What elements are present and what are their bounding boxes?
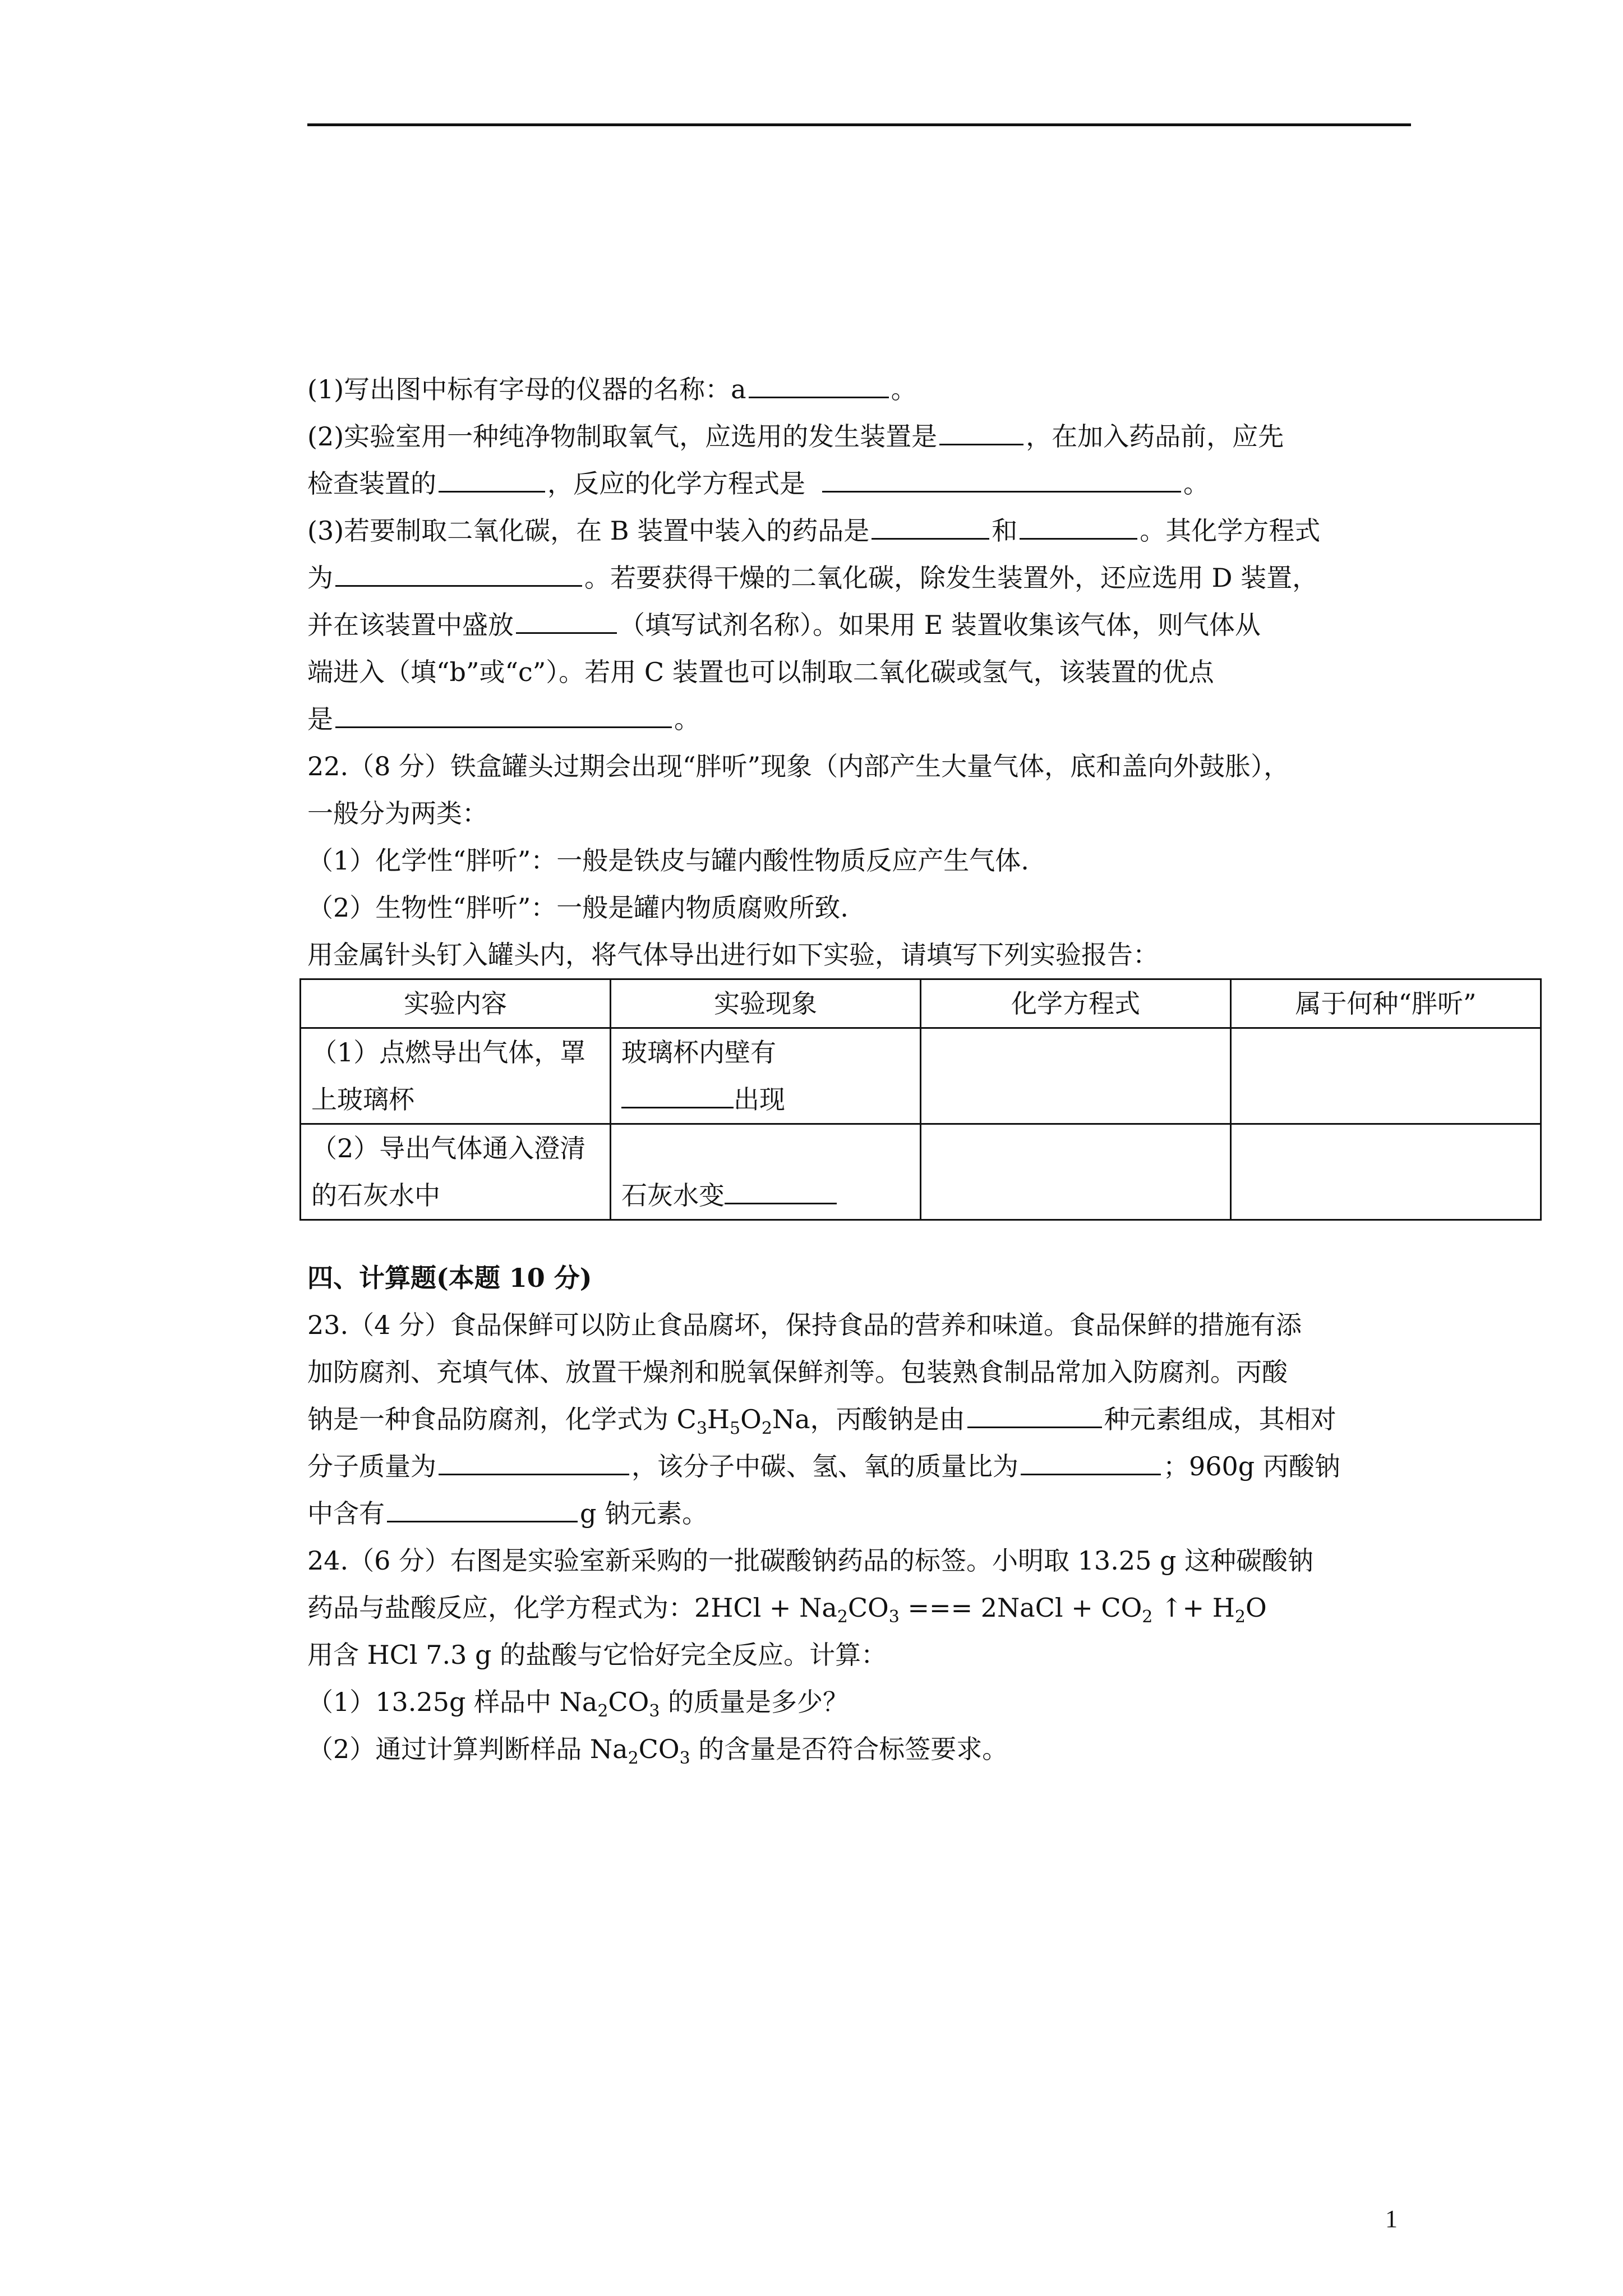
row1-equation-cell[interactable] bbox=[921, 1028, 1231, 1124]
q24-line2: 药品与盐酸反应，化学方程式为：$2HCl + Na_2CO_3$ === 2NaCl + $CO_2$ ↑+ $H_2O$ bbox=[307, 1593, 1267, 1627]
answer-blank-generator[interactable] bbox=[939, 416, 1023, 445]
answer-blank-elements[interactable] bbox=[967, 1398, 1102, 1428]
q23-line1: 23.（4 分）食品保鲜可以防止食品腐坏，保持食品的营养和味道。食品保鲜的措施有添 bbox=[307, 1310, 1302, 1340]
table-row bbox=[301, 1028, 1541, 1124]
answer-blank-sodium-mass[interactable] bbox=[387, 1493, 578, 1522]
q24-question1: （1）13.25g 样品中 $Na_2CO_3$ 的质量是多少？ bbox=[307, 1687, 849, 1722]
header-content: 实验内容 bbox=[301, 979, 611, 1028]
answer-blank-mass-ratio[interactable] bbox=[1021, 1446, 1161, 1475]
q21-part3-line3: 并在该装置中盛放 （填写试剂名称）。如果用 E 装置收集该气体，则气体从 bbox=[307, 601, 1411, 648]
row1-type-cell[interactable] bbox=[1231, 1028, 1541, 1124]
q23-line5: 中含有 g 钠元素。 bbox=[307, 1490, 1411, 1537]
header-rule bbox=[307, 123, 1411, 126]
page-number: 1 bbox=[1385, 2205, 1398, 2233]
q22-intro-line1: 22.（8 分）铁盒罐头过期会出现“胖听”现象（内部产生大量气体，底和盖向外鼓胀）， bbox=[307, 751, 1290, 781]
q21-part3-line5: 是 。 bbox=[307, 696, 1411, 743]
q21-part2-line1: (2)实验室用一种纯净物制取氧气，应选用的发生装置是 ，在加入药品前，应先 bbox=[307, 413, 1411, 460]
q21-part3-line4: 端进入（填“b”或“c”）。若用 C 装置也可以制取二氧化碳或氢气，该装置的优点 bbox=[307, 657, 1214, 687]
header-type: 属于何种“胖听” bbox=[1231, 979, 1541, 1028]
q21-part3-line1: (3)若要制取二氧化碳，在 B 装置中装入的药品是 和 。其化学方程式 bbox=[307, 507, 1411, 554]
q21-part3-line2: 为 。若要获得干燥的二氧化碳，除发生装置外，还应选用 D 装置， bbox=[307, 554, 1411, 601]
q23-line4: 分子质量为 ，该分子中碳、氢、氧的质量比为 ；960g 丙酸钠 bbox=[307, 1443, 1411, 1490]
row2-phenomenon: 石灰水变 bbox=[611, 1124, 921, 1220]
answer-blank-co2-equation[interactable] bbox=[335, 557, 582, 587]
q24-line1: 24.（6 分）右图是实验室新采购的一批碳酸钠药品的标签。小明取 13.25 g 这种碳酸钠 bbox=[307, 1545, 1314, 1576]
row1-phenomenon: 玻璃杯内壁有 出现 bbox=[611, 1028, 921, 1124]
row2-content: （2）导出气体通入澄清的石灰水中 bbox=[301, 1124, 611, 1220]
answer-blank-phenomenon1[interactable] bbox=[621, 1079, 734, 1108]
table-row bbox=[301, 1124, 1541, 1220]
header-phenomenon: 实验现象 bbox=[611, 979, 921, 1028]
answer-blank-advantage[interactable] bbox=[335, 698, 672, 728]
answer-blank-molecular-mass[interactable] bbox=[439, 1446, 629, 1475]
exam-page-content bbox=[307, 366, 1477, 1773]
q22-type2: （2）生物性“胖听”：一般是罐内物质腐败所致. bbox=[307, 892, 849, 923]
q23-line2: 加防腐剂、充填气体、放置干燥剂和脱氧保鲜剂等。包装熟食制品常加入防腐剂。丙酸 bbox=[307, 1357, 1288, 1387]
experiment-report-table bbox=[299, 978, 1542, 1221]
q24-line3: 用含 HCl 7.3 g 的盐酸与它恰好完全反应。计算： bbox=[307, 1640, 887, 1670]
answer-blank-phenomenon2[interactable] bbox=[725, 1175, 837, 1204]
q22-intro-line2: 一般分为两类： bbox=[307, 798, 488, 829]
answer-blank-drying-agent[interactable] bbox=[516, 604, 617, 634]
answer-blank-equation[interactable] bbox=[822, 463, 1181, 493]
row2-equation-cell[interactable] bbox=[921, 1124, 1231, 1220]
table-header-row bbox=[301, 979, 1541, 1028]
answer-blank-check[interactable] bbox=[439, 463, 545, 493]
section-title: 四、计算题(本题 10 分) bbox=[307, 1263, 592, 1293]
q21-part1: (1)写出图中标有字母的仪器的名称：a 。 bbox=[307, 366, 1411, 413]
q22-type1: （1）化学性“胖听”：一般是铁皮与罐内酸性物质反应产生气体. bbox=[307, 845, 1029, 876]
q24-question2: （2）通过计算判断样品 $Na_2CO_3$ 的含量是否符合标签要求。 bbox=[307, 1734, 1008, 1769]
answer-blank-a[interactable] bbox=[749, 369, 889, 398]
q21-part2-line2: 检查装置的 ，反应的化学方程式是 。 bbox=[307, 460, 1411, 507]
q23-line3: 钠是一种食品防腐剂，化学式为 $C_3H_5O_2Na$，丙酸钠是由 种元素组成，其相对 bbox=[307, 1396, 1411, 1443]
row1-content: （1）点燃导出气体，罩上玻璃杯 bbox=[301, 1028, 611, 1124]
answer-blank-reagent1[interactable] bbox=[872, 510, 989, 540]
header-equation: 化学方程式 bbox=[921, 979, 1231, 1028]
q22-instruction: 用金属针头钉入罐头内，将气体导出进行如下实验，请填写下列实验报告： bbox=[307, 940, 1159, 970]
answer-blank-reagent2[interactable] bbox=[1020, 510, 1137, 540]
row2-type-cell[interactable] bbox=[1231, 1124, 1541, 1220]
